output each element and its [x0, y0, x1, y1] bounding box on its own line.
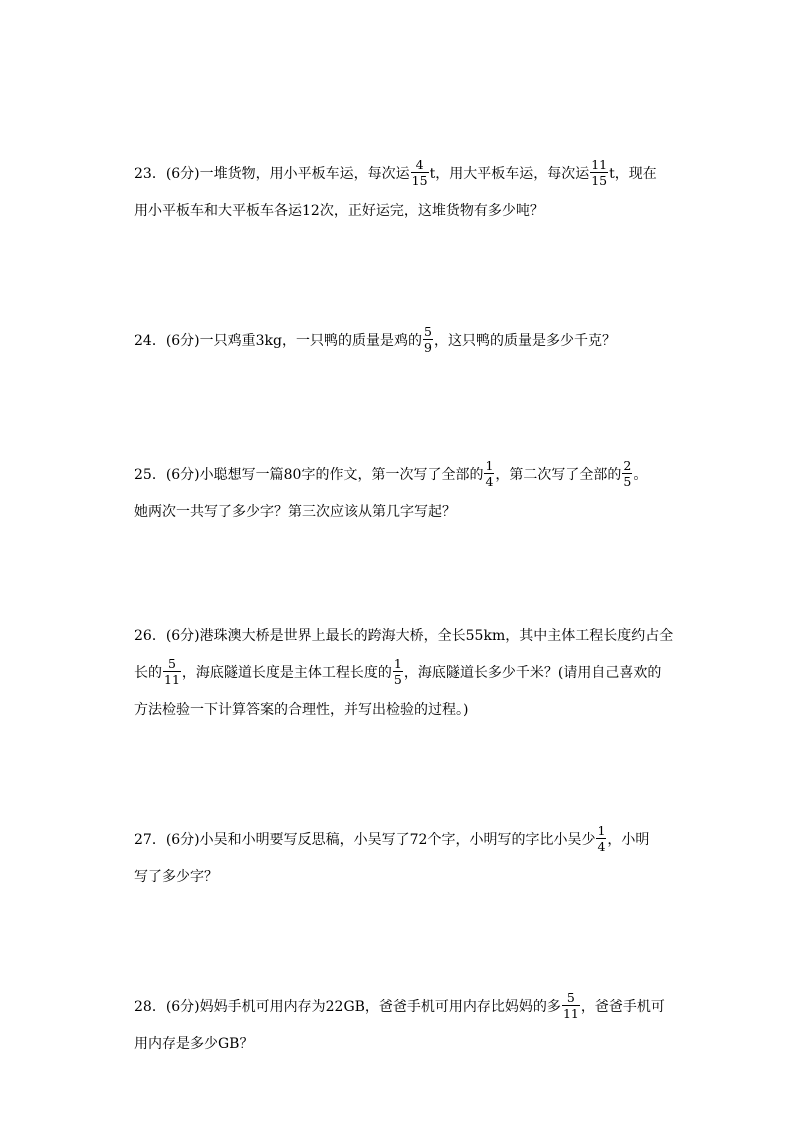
fraction-denominator: 15 [411, 172, 428, 188]
fraction-numerator: 1 [597, 822, 606, 838]
question-line [134, 859, 664, 896]
fraction [622, 458, 632, 489]
question-text: 25．(6分)小聪想写一篇80字的作文，第一次写了全部的 [134, 467, 484, 483]
fraction-denominator: 5 [623, 473, 632, 489]
fraction [484, 458, 494, 489]
question-text: 27．(6分)小吴和小明要写反思稿，小吴写了72个字，小明写的字比小吴少 [134, 832, 596, 848]
fraction [393, 656, 403, 687]
question-line [134, 1026, 664, 1063]
question-text: 方法检验一下计算答案的合理性，并写出检验的过程。) [134, 702, 469, 718]
question-27 [134, 822, 664, 896]
fraction-denominator: 4 [597, 838, 606, 854]
fraction-denominator: 5 [393, 671, 402, 687]
fraction-numerator: 2 [623, 457, 632, 473]
question-line [134, 494, 664, 531]
fraction-numerator: 11 [591, 156, 608, 172]
fraction-denominator: 9 [424, 339, 432, 355]
question-line [134, 692, 664, 729]
question-line [134, 989, 664, 1026]
question-24 [134, 323, 664, 360]
question-line [134, 822, 664, 859]
question-text: ，这只鸭的质量是多少千克？ [433, 333, 616, 349]
question-text: 23．(6分)一堆货物，用小平板车运，每次运 [134, 166, 410, 182]
question-text: 24．(6分)一只鸡重3kg，一只鸭的质量是鸡的 [134, 333, 422, 349]
question-text: ，小明 [607, 832, 650, 848]
fraction-numerator: 5 [424, 323, 432, 339]
fraction [423, 324, 433, 355]
fraction [596, 823, 606, 854]
question-text: 她两次一共写了多少字？第三次应该从第几字写起？ [134, 504, 456, 520]
question-text: 长的 [134, 665, 162, 681]
question-23 [134, 156, 664, 230]
fraction [590, 157, 608, 188]
fraction-denominator: 4 [485, 473, 494, 489]
fraction-numerator: 1 [485, 457, 494, 473]
question-text: ，爸爸手机可 [580, 999, 665, 1015]
fraction [562, 990, 580, 1021]
question-28 [134, 989, 664, 1063]
question-text: 用内存是多少GB？ [134, 1036, 254, 1052]
question-text: 。 [633, 467, 648, 483]
question-text: 28．(6分)妈妈手机可用内存为22GB，爸爸手机可用内存比妈妈的多 [134, 999, 561, 1015]
fraction-numerator: 4 [411, 157, 429, 173]
fraction [163, 656, 181, 687]
fraction-numerator: 1 [393, 655, 402, 671]
question-text: ，海底隧道长多少千米？(请用自己喜欢的 [403, 665, 662, 681]
question-line [134, 156, 664, 193]
question-text: ，第二次写了全部的 [495, 467, 622, 483]
question-26 [134, 618, 674, 729]
fraction-numerator: 5 [163, 656, 181, 672]
question-text: t，用大平板车运，每次运 [429, 166, 590, 182]
question-line [134, 457, 664, 494]
question-line [134, 618, 674, 655]
question-line [134, 323, 664, 360]
question-text: t，现在 [609, 166, 657, 182]
fraction-denominator: 11 [562, 1005, 579, 1021]
question-text: ，海底隧道长度是主体工程长度的 [181, 665, 392, 681]
fraction-denominator: 11 [164, 671, 180, 687]
question-line [134, 193, 664, 230]
fraction [411, 157, 429, 188]
question-text: 26．(6分)港珠澳大桥是世界上最长的跨海大桥，全长55km，其中主体工程长度约占全 [134, 628, 674, 644]
question-text: 写了多少字？ [134, 869, 218, 885]
fraction-numerator: 5 [562, 990, 580, 1006]
question-25 [134, 457, 664, 531]
question-text: 用小平板车和大平板车各运12次，正好运完，这堆货物有多少吨？ [134, 203, 544, 219]
question-line [134, 655, 664, 692]
fraction-denominator: 15 [591, 172, 608, 188]
